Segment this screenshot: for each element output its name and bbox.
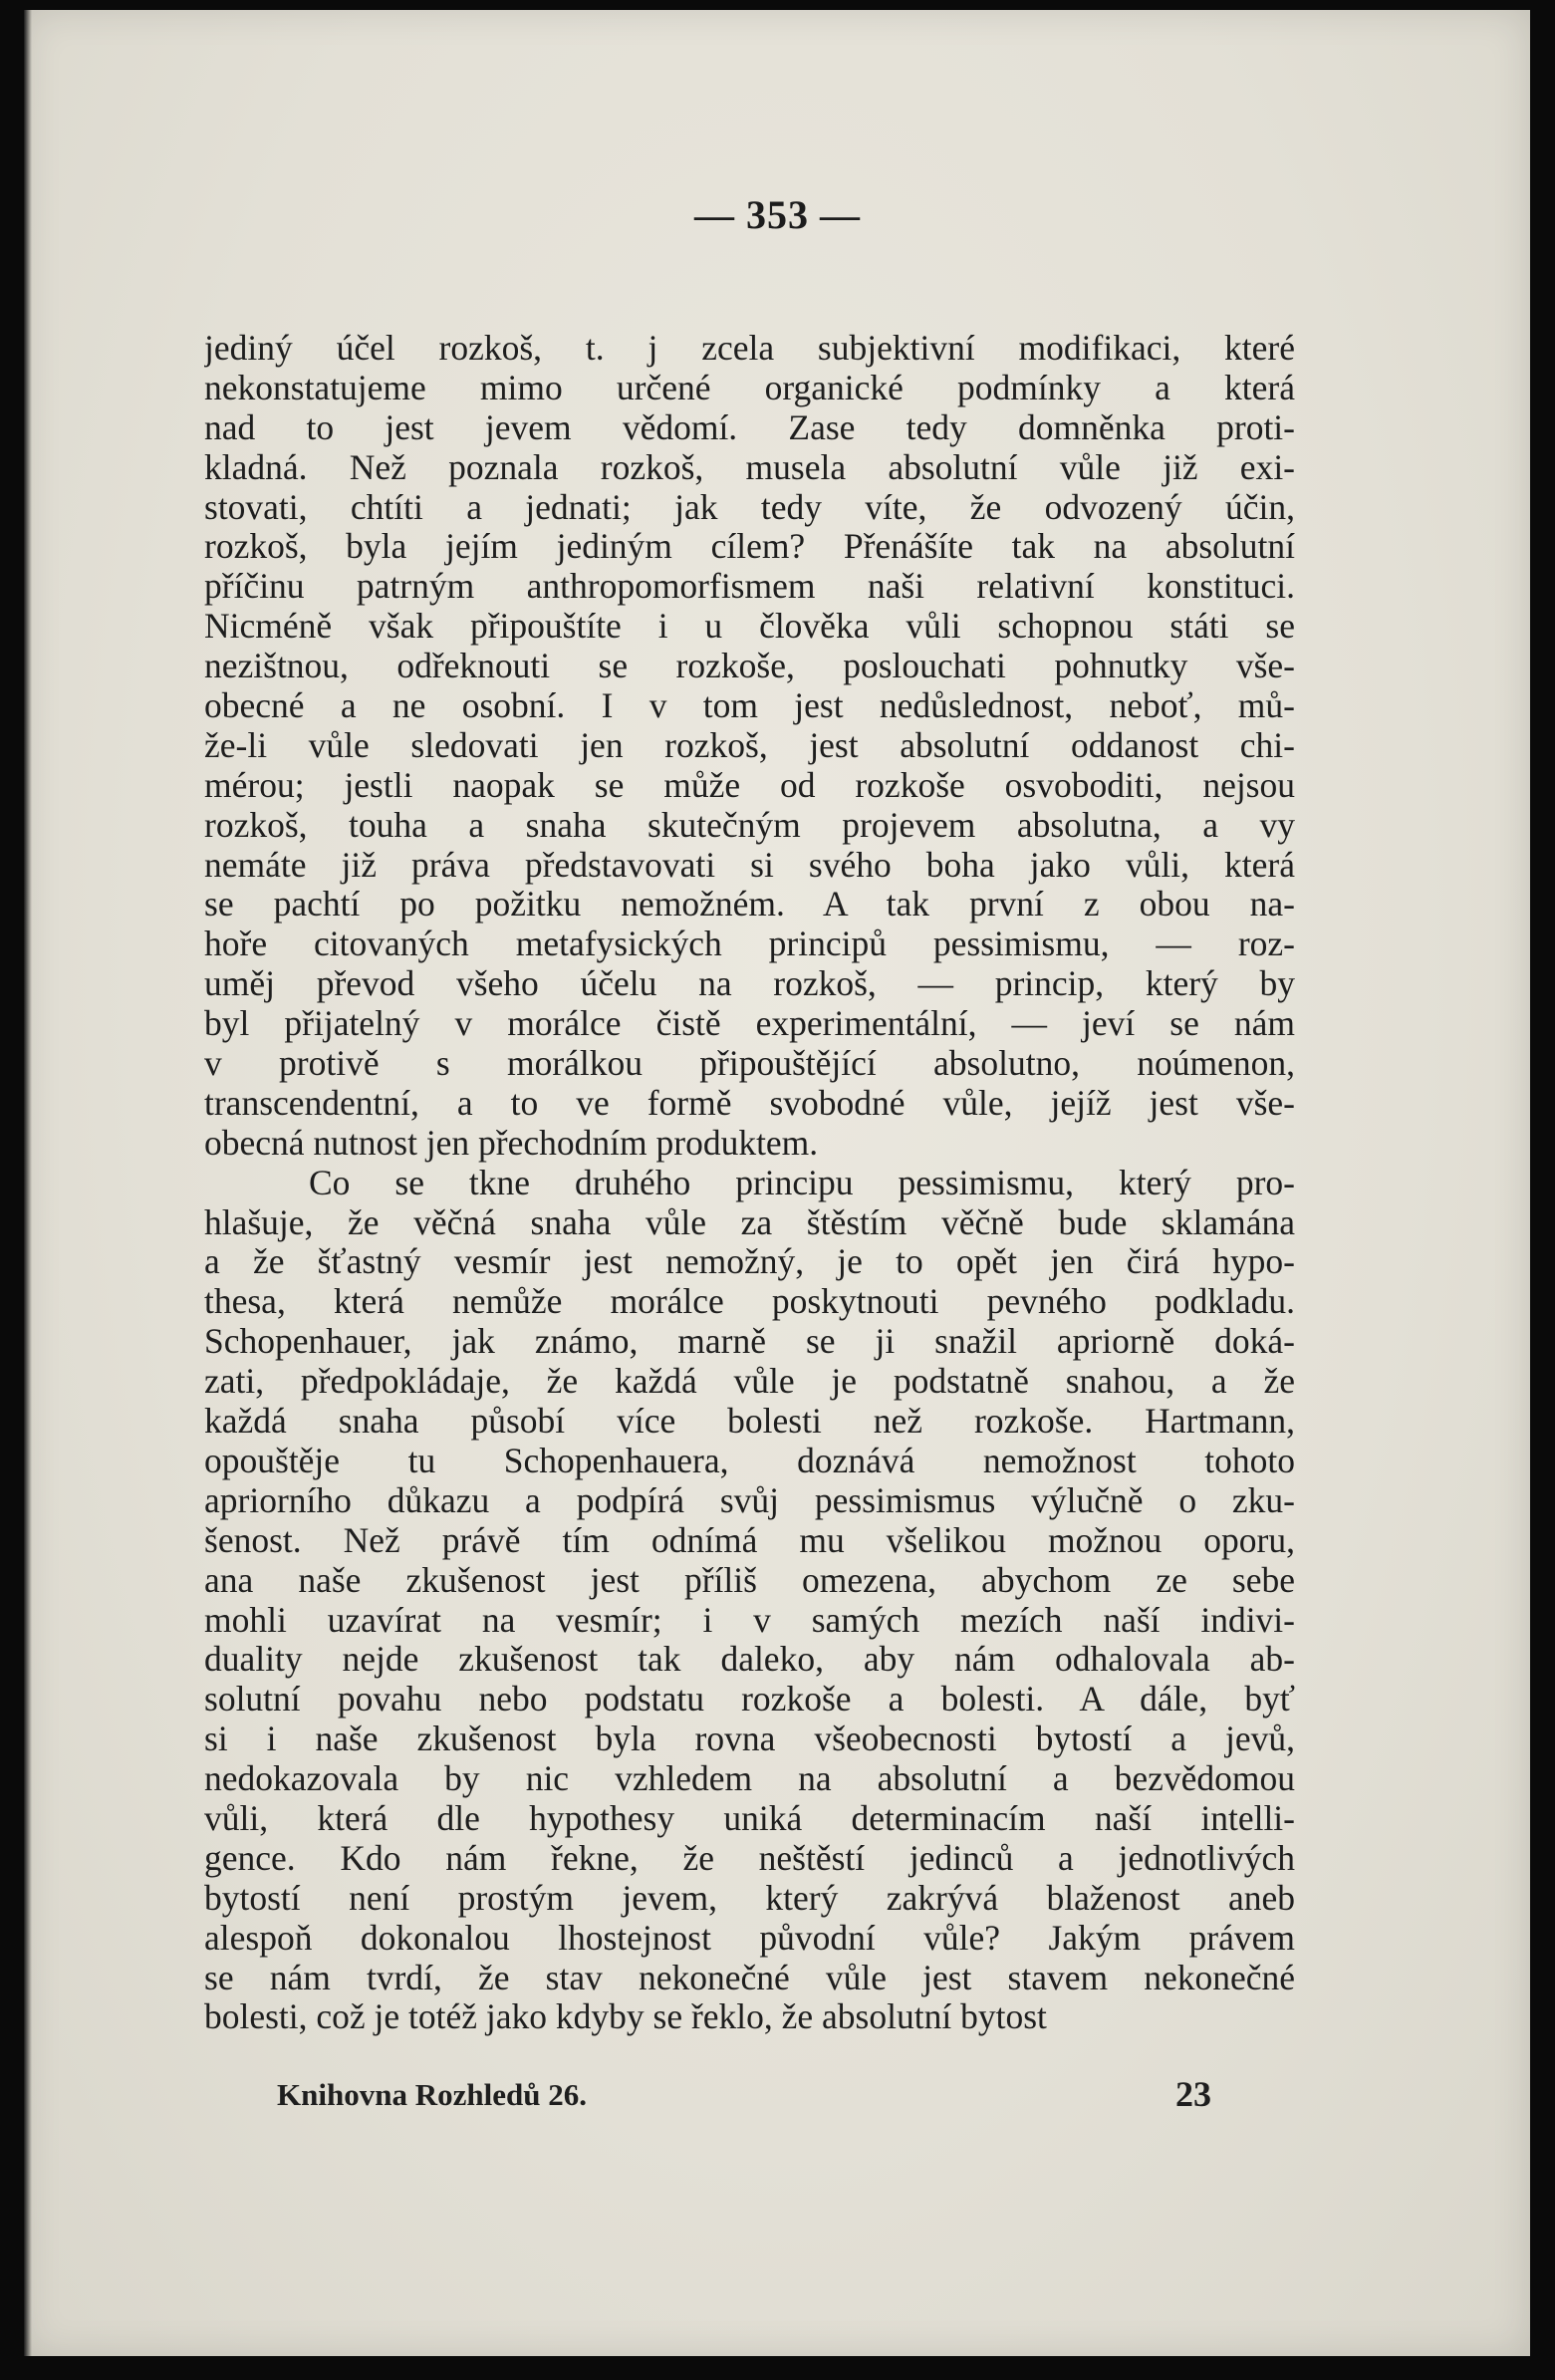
page-number: — 353 —: [694, 192, 861, 237]
body-text: [204, 329, 1295, 2037]
text-line: Schopenhauer, jak známo, marně se ji snažil apriorně doká-: [204, 1322, 1295, 1362]
text-line: rozkoš, touha a snaha skutečným projevem absolutna, a vy: [204, 805, 1295, 845]
text-line: mérou; jestli naopak se může od rozkoše osvoboditi, nejsou: [204, 765, 1295, 805]
text-line: a že šťastný vesmír jest nemožný, je to opět jen čirá hypo-: [204, 1242, 1295, 1282]
printer-signature: Knihovna Rozhledů 26.: [277, 2077, 587, 2112]
text-line: transcendentní, a to ve formě svobodné vůle, jejíž jest vše-: [204, 1083, 1295, 1123]
text-line: apriorního důkazu a podpírá svůj pessimismus výlučně o zku-: [204, 1480, 1295, 1520]
text-line: že-li vůle sledovati jen rozkoš, jest absolutní oddanost chi-: [204, 725, 1295, 765]
text-line: každá snaha působí více bolesti než rozkoše. Hartmann,: [204, 1402, 1295, 1442]
paragraph-1: [204, 329, 1295, 1164]
text-line: duality nejde zkušenost tak daleko, aby nám odhalovala ab-: [204, 1640, 1295, 1680]
text-line: thesa, která nemůže morálce poskytnouti pevného podkladu.: [204, 1282, 1295, 1322]
text-line: si i naše zkušenost byla rovna všeobecnosti bytostí a jevů,: [204, 1719, 1295, 1759]
text-line: nedokazovala by nic vzhledem na absolutní a bezvědomou: [204, 1759, 1295, 1799]
text-line: alespoň dokonalou lhostejnost původní vůle? Jakým právem: [204, 1918, 1295, 1958]
text-line: příčinu patrným anthropomorfismem naši relativní konstituci.: [204, 567, 1295, 607]
text-line: byl přijatelný v morálce čistě experimentální, — jeví se nám: [204, 1004, 1295, 1044]
text-line: hlašuje, že věčná snaha vůle za štěstím věčně bude sklamána: [204, 1202, 1295, 1242]
text-line: opouštěje tu Schopenhauera, doznává nemožnost tohoto: [204, 1441, 1295, 1480]
text-line: ana naše zkušenost jest příliš omezena, abychom ze sebe: [204, 1560, 1295, 1600]
text-line: nemáte již práva představovati si svého boha jako vůli, která: [204, 845, 1295, 885]
text-line: zati, předpokládaje, že každá vůle je podstatně snahou, a že: [204, 1362, 1295, 1402]
text-line: šenost. Než právě tím odnímá mu všelikou možnou oporu,: [204, 1520, 1295, 1560]
text-line: jediný účel rozkoš, t. j zcela subjektivní modifikaci, které: [204, 329, 1295, 368]
text-line: v protivě s morálkou připouštějící absolutno, noúmenon,: [204, 1044, 1295, 1084]
text-line: nezištnou, odřeknouti se rozkoše, poslouchati pohnutky vše-: [204, 647, 1295, 686]
text-line: mohli uzavírat na vesmír; i v samých mezích naší indivi-: [204, 1600, 1295, 1640]
text-line: hoře citovaných metafysických principů pessimismu, — roz-: [204, 925, 1295, 964]
page-binding-edge: [24, 10, 32, 2356]
text-line: Nicméně však připouštíte i u člověka vůli schopnou státi se: [204, 607, 1295, 647]
paragraph-2: [204, 1164, 1295, 2038]
text-line: bolesti, což je totéž jako kdyby se řeklo, že absolutní bytost: [204, 1997, 1047, 2037]
text-line: kladná. Než poznala rozkoš, musela absolutní vůle již exi-: [204, 447, 1295, 487]
text-line: rozkoš, byla jejím jediným cílem? Přenášíte tak na absolutní: [204, 527, 1295, 567]
text-line: stovati, chtíti a jednati; jak tedy víte, že odvozený účin,: [204, 487, 1295, 527]
text-line: gence. Kdo nám řekne, že neštěstí jedinců a jednotlivých: [204, 1838, 1295, 1878]
text-line: se nám tvrdí, že stav nekonečné vůle jest stavem nekonečné: [204, 1958, 1295, 1997]
text-line: bytostí není prostým jevem, který zakrývá blaženost aneb: [204, 1878, 1295, 1918]
text-line: Co se tkne druhého principu pessimismu, který pro-: [309, 1163, 1295, 1202]
text-line: nekonstatujeme mimo určené organické podmínky a která: [204, 368, 1295, 407]
text-line: solutní povahu nebo podstatu rozkoše a bolesti. A dále, byť: [204, 1680, 1295, 1719]
sheet-number: 23: [1175, 2074, 1211, 2114]
scan-border: [0, 2356, 1555, 2380]
text-line: se pachtí po požitku nemožném. A tak první z obou na-: [204, 885, 1295, 925]
text-line: obecné a ne osobní. I v tom jest nedůslednost, neboť, mů-: [204, 686, 1295, 726]
text-line: vůli, která dle hypothesy uniká determinacím naší intelli-: [204, 1798, 1295, 1838]
text-line: uměj převod všeho účelu na rozkoš, — princip, který by: [204, 964, 1295, 1004]
text-line: nad to jest jevem vědomí. Zase tedy domněnka proti-: [204, 407, 1295, 447]
text-line: obecná nutnost jen přechodním produktem.: [204, 1123, 819, 1163]
